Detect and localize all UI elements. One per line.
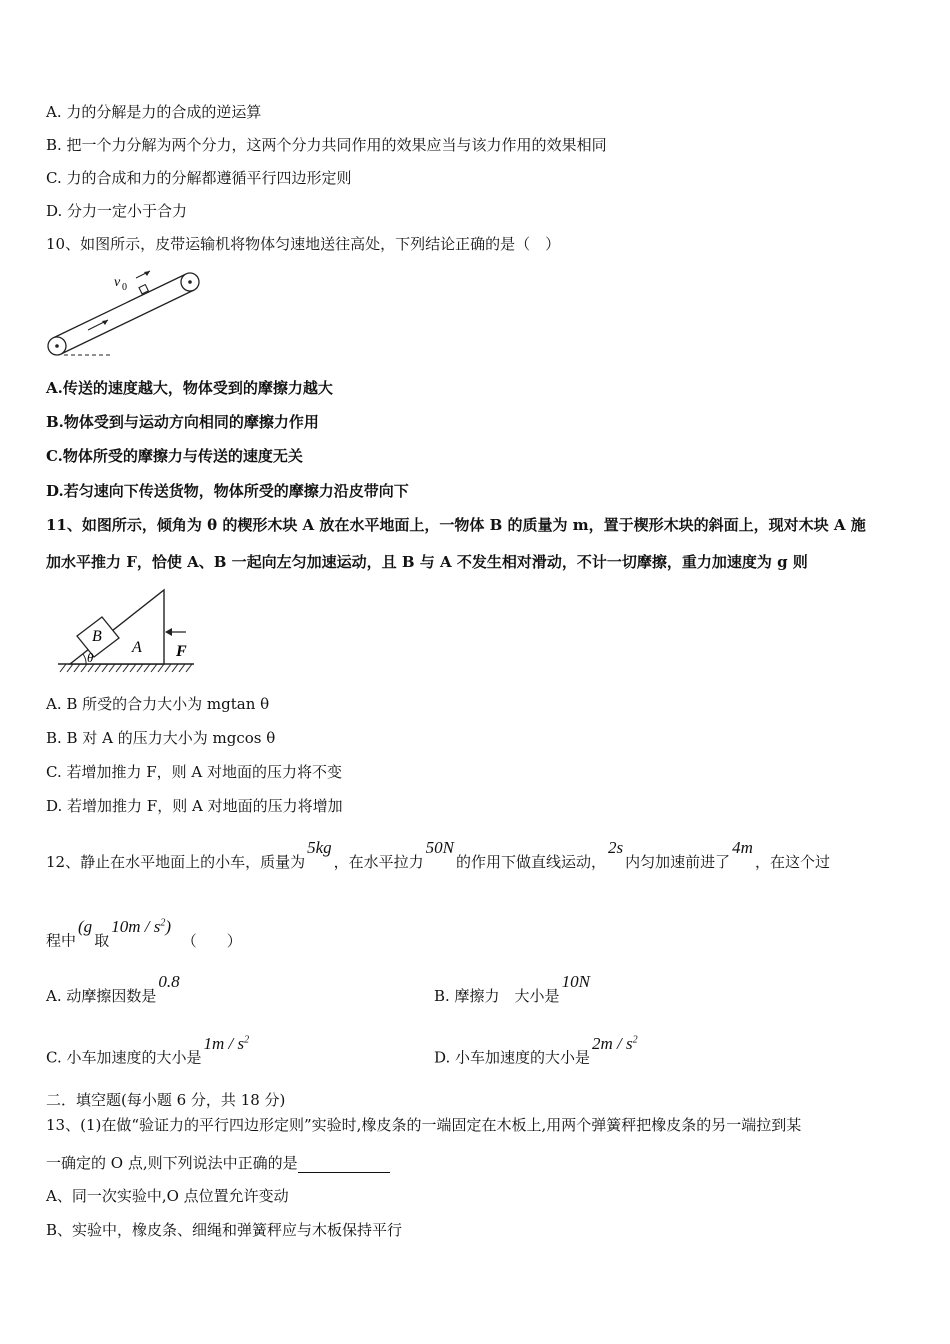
q11-option-a: A. B 所受的合力大小为 mgtan θ: [46, 695, 270, 713]
q12-g-value: [111, 917, 171, 936]
q13-stem-line1: 13、(1)在做“验证力的平行四边形定则”实验时,橡皮条的一端固定在木板上,用两个弹簧秤把橡皮条的另一端拉到某: [46, 1116, 802, 1134]
q12-option-a: [46, 972, 182, 1006]
q12-option-d: [434, 1033, 640, 1068]
q12-force: 50N: [425, 838, 454, 857]
q9-option-d: D. 分力一定小于合力: [46, 202, 188, 220]
q12-text-4: 内匀加速前进了: [625, 853, 731, 871]
q12-distance: 4m: [732, 838, 753, 857]
q10-stem: 10、如图所示，皮带运输机将物体匀速地送往高处，下列结论正确的是（ ）: [46, 235, 561, 253]
force-label: F: [176, 643, 187, 660]
section-title: 二．填空题(每小题 6 分，共 18 分): [46, 1091, 286, 1109]
q9-option-b: B. 把一个力分解为两个分力，这两个分力共同作用的效果应当与该力作用的效果相同: [46, 136, 607, 154]
q12-text-3: 的作用下做直线运动，: [456, 853, 607, 871]
q12-answer-paren: （ ）: [181, 931, 242, 950]
q12-stem-line1: [46, 838, 830, 872]
q12-text-5: ，在这个过: [754, 853, 830, 871]
q12-option-b: [434, 972, 592, 1006]
angle-label: θ: [87, 650, 94, 665]
q12-g-take: 取: [94, 931, 110, 950]
belt-bottom-line: [61, 290, 194, 354]
q12-option-d-value: [592, 1034, 638, 1053]
velocity-label: v: [114, 275, 121, 290]
q12-option-a-value: 0.8: [158, 972, 180, 991]
q12-option-c-text: C. 小车加速度的大小是: [46, 1048, 202, 1067]
q12-option-b-value: 10N: [561, 972, 590, 991]
q12-option-c: [46, 1033, 251, 1068]
q12-option-d-text: D. 小车加速度的大小是: [434, 1048, 591, 1067]
q11-option-c: C. 若增加推力 F，则 A 对地面的压力将不变: [46, 763, 343, 781]
q13-option-b: B、实验中，橡皮条、细绳和弹簧秤应与木板保持平行: [46, 1221, 403, 1239]
velocity-subscript: 0: [122, 282, 127, 293]
q10-option-c: C.物体所受的摩擦力与传送的速度无关: [46, 447, 303, 465]
q12-stem-line2: [46, 916, 242, 951]
ground-hatching: [60, 664, 192, 672]
q13-stem-line2: [46, 1153, 390, 1173]
q12-g-value-text: 10m / s: [111, 916, 161, 936]
q12-option-a-text: A. 动摩擦因数是: [46, 987, 157, 1005]
q13-answer-blank[interactable]: [298, 1158, 390, 1173]
q12-text-6: 程中: [46, 931, 77, 950]
q12-option-b-text: B. 摩擦力 大小是: [434, 987, 560, 1005]
wedge-a: [70, 590, 164, 664]
q12-option-d-sup: 2: [632, 1034, 638, 1045]
q12-option-c-sup: 2: [244, 1034, 250, 1045]
q11-option-b: B. B 对 A 的压力大小为 mgcos θ: [46, 729, 276, 747]
q9-option-a: A. 力的分解是力的合成的逆运算: [46, 103, 262, 121]
q12-time: 2s: [608, 838, 624, 857]
q11-stem-line1: 11、如图所示，倾角为 θ 的楔形木块 A 放在水平地面上，一物体 B 的质量为 m，置于楔形木块的斜面上，现对木块 A 施: [46, 516, 866, 534]
q10-option-d: D.若匀速向下传送货物，物体所受的摩擦力沿皮带向下: [46, 482, 409, 500]
q12-g-open: (g: [78, 916, 93, 936]
q12-g-close: ): [165, 916, 171, 936]
q12-g-sup: 2: [160, 917, 166, 928]
q11-option-d: D. 若增加推力 F，则 A 对地面的压力将增加: [46, 797, 343, 815]
q12-mass: 5kg: [307, 838, 332, 857]
q12-option-c-value-text: 1m / s: [203, 1033, 245, 1053]
q12-text-2: ，在水平拉力: [333, 853, 424, 871]
q12-option-d-value-text: 2m / s: [592, 1033, 633, 1053]
q10-option-b: B.物体受到与运动方向相同的摩擦力作用: [46, 413, 319, 431]
q12-option-c-value: [203, 1034, 249, 1053]
q13-stem-line2-text: 一确定的 O 点,则下列说法中正确的是: [46, 1154, 298, 1172]
conveyor-belt-figure: [42, 266, 208, 362]
block-b-label: B: [92, 628, 102, 645]
wedge-figure: [52, 586, 202, 678]
q13-option-a: A、同一次实验中,O 点位置允许变动: [46, 1187, 289, 1205]
q12-text-1: 12、静止在水平地面上的小车，质量为: [46, 853, 306, 871]
q11-stem-line2: 加水平推力 F，恰使 A、B 一起向左匀加速运动，且 B 与 A 不发生相对滑动，不计一切摩擦，重力加速度为 g 则: [46, 553, 808, 571]
q9-option-c: C. 力的合成和力的分解都遵循平行四边形定则: [46, 169, 352, 187]
wedge-a-label: A: [132, 639, 142, 656]
q10-option-a: A.传送的速度越大，物体受到的摩擦力越大: [46, 379, 333, 397]
